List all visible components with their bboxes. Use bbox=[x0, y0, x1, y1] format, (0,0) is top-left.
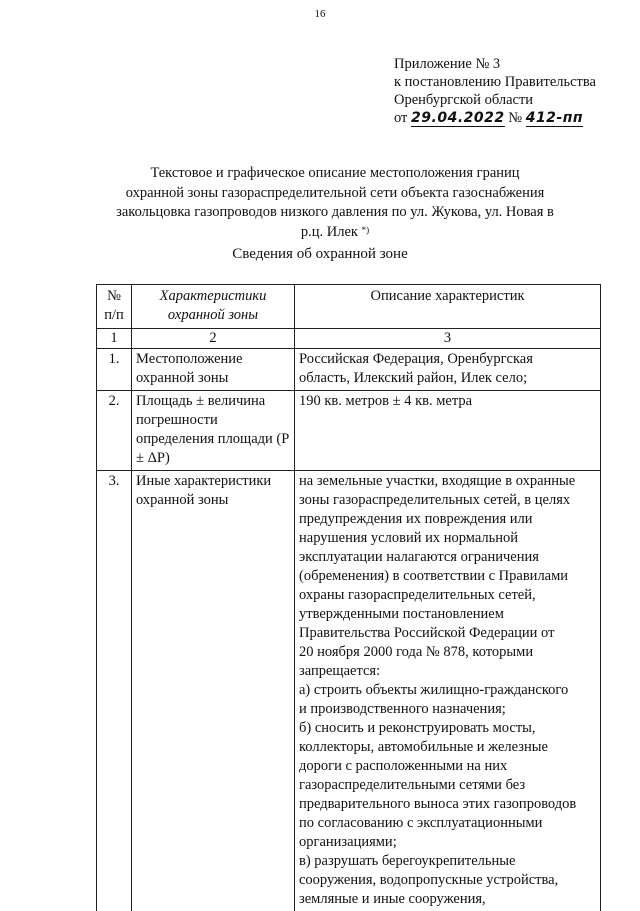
appendix-date-line bbox=[394, 109, 596, 127]
page-number: 16 bbox=[0, 8, 640, 20]
header-characteristic: Характеристики охранной зоны bbox=[132, 285, 295, 329]
index-cell: 3 bbox=[295, 329, 601, 349]
description-line: Правительства Российской Федерации от bbox=[299, 624, 596, 643]
description-line: земляные и иные сооружения, bbox=[299, 890, 596, 909]
index-cell: 1 bbox=[97, 329, 132, 349]
title-line-2: охранной зоны газораспределительной сети объекта газоснабжения bbox=[90, 184, 580, 204]
table-row bbox=[97, 471, 601, 911]
description-line: коллекторы, автомобильные и железные bbox=[299, 738, 596, 757]
from-label: от bbox=[394, 110, 407, 126]
description-line: сооружения, водопропускные устройства, bbox=[299, 871, 596, 890]
row-characteristic: Иные характеристики охранной зоны bbox=[132, 471, 295, 911]
description-line: утвержденными постановлением bbox=[299, 605, 596, 624]
description-line: 20 ноября 2000 года № 878, которыми bbox=[299, 643, 596, 662]
description-line: зоны газораспределительных сетей, в целях bbox=[299, 491, 596, 510]
description-line: (обременения) в соответствии с Правилами bbox=[299, 567, 596, 586]
description-line: предварительного выноса этих газопроводов bbox=[299, 795, 596, 814]
footnote-mark: *) bbox=[362, 225, 370, 235]
description-line: по согласованию с эксплуатационными bbox=[299, 814, 596, 833]
description-line: предупреждения их повреждения или bbox=[299, 510, 596, 529]
table-index-row bbox=[97, 329, 601, 349]
handwritten-number: 412-пп bbox=[526, 111, 583, 127]
description-line: нарушения условий их нормальной bbox=[299, 529, 596, 548]
title-line-4-text: р.ц. Илек bbox=[301, 224, 358, 240]
row-number: 2. bbox=[97, 391, 132, 471]
row-characteristic: Местоположение охранной зоны bbox=[132, 349, 295, 391]
appendix-block bbox=[394, 55, 596, 127]
title-line-4 bbox=[90, 223, 580, 243]
zone-info-table bbox=[96, 284, 601, 911]
description-line: организациями; bbox=[299, 833, 596, 852]
description-line: на земельные участки, входящие в охранные bbox=[299, 472, 596, 491]
header-number: № п/п bbox=[97, 285, 132, 329]
description-line: газораспределительными сетями без bbox=[299, 776, 596, 795]
row-description bbox=[295, 471, 601, 911]
table-row bbox=[97, 391, 601, 471]
description-line: Российская Федерация, Оренбургская bbox=[299, 350, 596, 369]
appendix-line-1: Приложение № 3 bbox=[394, 55, 596, 73]
title-line-1: Текстовое и графическое описание местоположения границ bbox=[90, 164, 580, 184]
description-line: в) разрушать берегоукрепительные bbox=[299, 852, 596, 871]
description-line: и производственного назначения; bbox=[299, 700, 596, 719]
handwritten-date: 29.04.2022 bbox=[411, 111, 505, 127]
description-line: запрещается: bbox=[299, 662, 596, 681]
table-header-row bbox=[97, 285, 601, 329]
description-line: а) строить объекты жилищно-гражданского bbox=[299, 681, 596, 700]
description-line: дороги с расположенными на них bbox=[299, 757, 596, 776]
row-number: 1. bbox=[97, 349, 132, 391]
row-description bbox=[295, 391, 601, 471]
row-description bbox=[295, 349, 601, 391]
table-row bbox=[97, 349, 601, 391]
header-description: Описание характеристик bbox=[295, 285, 601, 329]
appendix-line-3: Оренбургской области bbox=[394, 91, 596, 109]
description-line: область, Илекский район, Илек село; bbox=[299, 369, 596, 388]
row-number: 3. bbox=[97, 471, 132, 911]
appendix-line-2: к постановлению Правительства bbox=[394, 73, 596, 91]
description-line: охраны газораспределительных сетей, bbox=[299, 586, 596, 605]
number-label: № bbox=[508, 110, 522, 126]
description-line: б) сносить и реконструировать мосты, bbox=[299, 719, 596, 738]
description-line: 190 кв. метров ± 4 кв. метра bbox=[299, 392, 596, 411]
section-subtitle: Сведения об охранной зоне bbox=[0, 246, 640, 263]
document-title bbox=[90, 164, 580, 242]
row-characteristic: Площадь ± величина погрешности определения площади (Р ± ΔР) bbox=[132, 391, 295, 471]
index-cell: 2 bbox=[132, 329, 295, 349]
description-line: эксплуатации налагаются ограничения bbox=[299, 548, 596, 567]
title-line-3: закольцовка газопроводов низкого давления по ул. Жукова, ул. Новая в bbox=[90, 203, 580, 223]
